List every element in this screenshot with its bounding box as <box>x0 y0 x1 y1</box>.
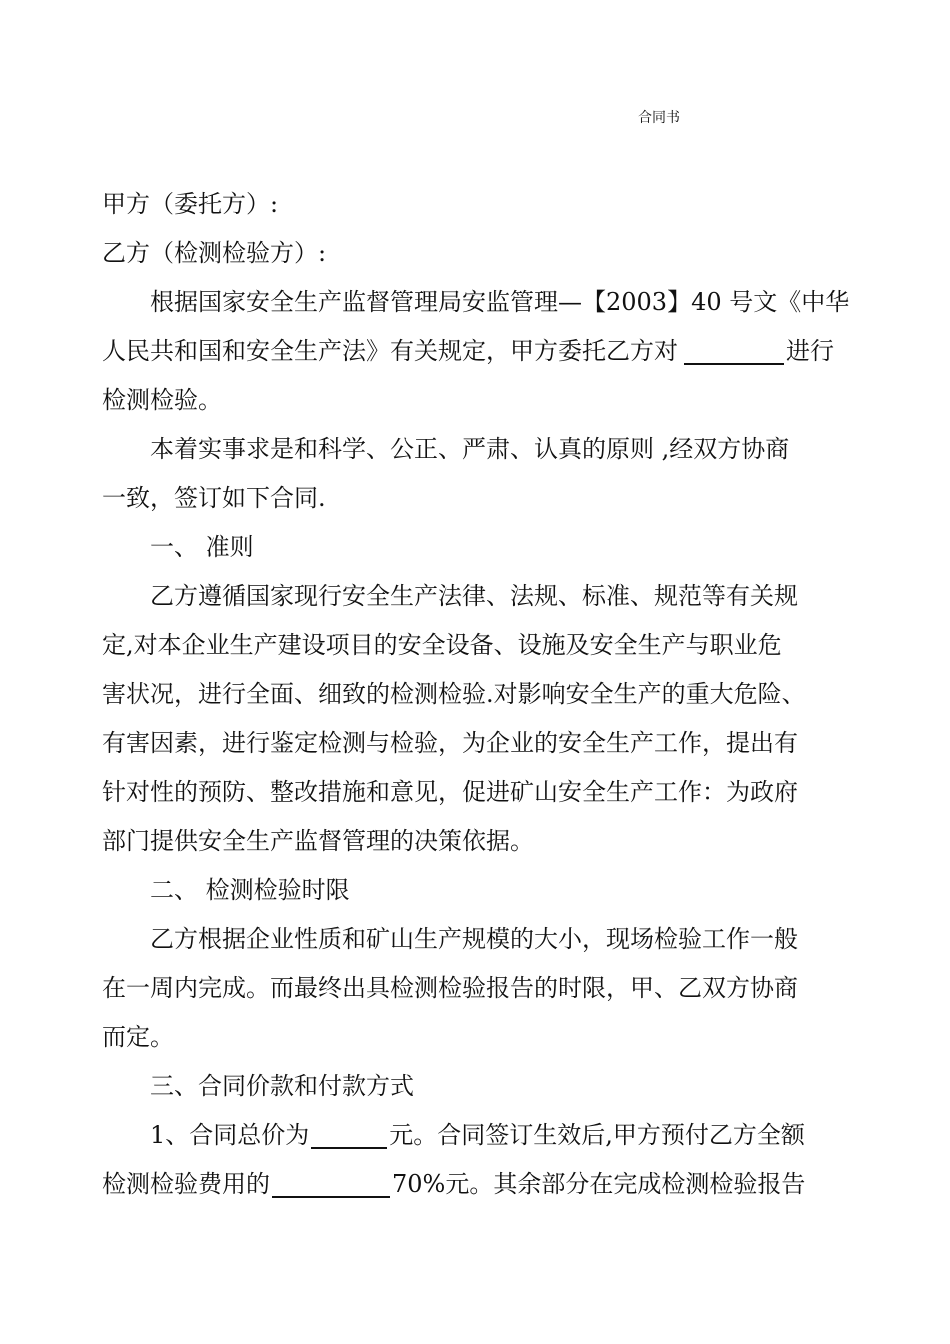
paragraph-line: 一致，签订如下合同. <box>102 484 326 512</box>
text-segment: 1、合同总价为 <box>150 1121 310 1149</box>
paragraph-line: 有害因素，进行鉴定检测与检验，为企业的安全生产工作，提出有 <box>102 729 798 757</box>
paragraph-line: 乙方根据企业性质和矿山生产规模的大小，现场检验工作一般 <box>150 925 798 953</box>
paragraph-line: 本着实事求是和科学、公正、严肃、认真的原则 ,经双方协商 <box>150 435 790 463</box>
paragraph-line <box>102 1160 842 1209</box>
paragraph-line <box>102 327 842 376</box>
paragraph-line: 乙方遵循国家现行安全生产法律、法规、标准、规范等有关规 <box>150 582 798 610</box>
text-segment: 人民共和国和安全生产法》有关规定，甲方委托乙方对 <box>102 337 678 365</box>
paragraph-line: 在一周内完成。而最终出具检测检验报告的时限，甲、乙双方协商 <box>102 974 798 1002</box>
fill-in-blank-object[interactable] <box>684 331 784 365</box>
paragraph-line: 根据国家安全生产监督管理局安监管理—【2003】40 号文《中华 <box>150 288 850 316</box>
paragraph-line: 部门提供安全生产监督管理的决策依据。 <box>102 827 534 855</box>
contract-body <box>102 180 850 1209</box>
text-segment: 检测检验费用的 <box>102 1170 270 1198</box>
text-segment: 70%元。其余部分在完成检测检验报告 <box>392 1170 806 1198</box>
text-segment: 元。合同签订生效后,甲方预付乙方全额 <box>389 1121 805 1149</box>
section-heading-principles: 一、 准则 <box>150 533 254 561</box>
fill-in-blank-total-price[interactable] <box>311 1115 387 1149</box>
paragraph-line <box>102 1111 842 1160</box>
paragraph-line: 而定。 <box>102 1023 174 1051</box>
section-heading-time-limit: 二、 检测检验时限 <box>150 876 350 904</box>
paragraph-line: 定,对本企业生产建设项目的安全设备、设施及安全生产与职业危 <box>102 631 782 659</box>
party-b-line: 乙方（检测检验方）: <box>102 239 327 267</box>
paragraph-line: 检测检验。 <box>102 386 222 414</box>
paragraph-line: 针对性的预防、整改措施和意见，促进矿山安全生产工作：为政府 <box>102 778 798 806</box>
fill-in-blank-advance-payment[interactable] <box>272 1164 390 1198</box>
section-heading-payment: 三、合同价款和付款方式 <box>150 1072 414 1100</box>
party-a-line: 甲方（委托方）: <box>102 190 279 218</box>
text-segment: 进行 <box>786 337 834 365</box>
page-header-title: 合同书 <box>638 110 680 126</box>
paragraph-line: 害状况，进行全面、细致的检测检验.对影响安全生产的重大危险、 <box>102 680 806 708</box>
